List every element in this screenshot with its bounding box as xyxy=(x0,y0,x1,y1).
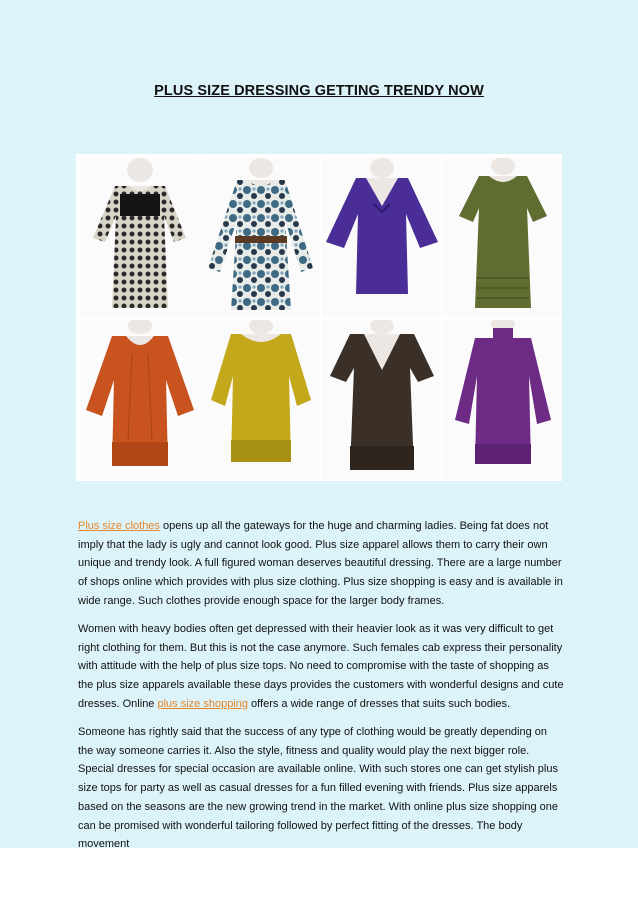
gallery-item-patterned-top xyxy=(80,158,199,318)
gallery-item-brown-top xyxy=(322,320,441,480)
document-title: PLUS SIZE DRESSING GETTING TRENDY NOW xyxy=(154,83,484,99)
gallery-item-orange-top xyxy=(80,320,199,480)
gallery-item-purple-top xyxy=(322,158,441,318)
clothing-photo-grid xyxy=(76,154,562,481)
paragraph-1-text: opens up all the gateways for the huge and charming ladies. Being fat does not imply that the lady is ugly and cannot look good. Plus size apparel allows them to carry their own unique and trendy look. A full figured woman deserves beautiful dressing. There are a large number of shops online which provides with plus size clothing. Plus size shopping is easy and is available in wide range. Such clothes provide enough space for the larger body frames. xyxy=(78,520,563,607)
paragraph-2-text-start: Women with heavy bodies often get depressed with their heavier look as it was very difficult to get right clothing for them. But this is not the case anymore. Such females cab express their personality with attitude with the help of plus size tops. No need to compromise with the taste of shopping as the plus size apparels available these days provides the customers with wonderful designs and cute dresses. Online xyxy=(78,623,564,710)
paragraph-3-text: Someone has rightly said that the success of any type of clothing would be greatly depending on the way someone carries it. Also the style, fitness and quality would play the next bigger role. Special dresses for special occasion are available online. With such stores one can get stylish plus size tops for party as well as casual dresses for a fun filled evening with friends. Plus size apparels based on the seasons are the new growing trend in the market. With online plus size shopping one can be promised with wonderful tailoring followed by perfect fitting of the dresses. The body movement xyxy=(78,726,559,851)
gallery-item-mustard-top xyxy=(201,320,320,480)
paragraph-2 xyxy=(78,620,564,714)
gallery-item-olive-tunic xyxy=(443,158,562,318)
gallery-item-violet-top xyxy=(443,320,562,480)
plus-size-clothes-link[interactable]: Plus size clothes xyxy=(78,520,160,532)
plus-size-shopping-link[interactable]: plus size shopping xyxy=(157,697,248,710)
article-body xyxy=(78,517,564,863)
paragraph-2-text-end: offers a wide range of dresses that suits such bodies. xyxy=(248,697,511,710)
paragraph-3 xyxy=(78,723,564,854)
gallery-item-floral-tunic xyxy=(201,158,320,318)
paragraph-1 xyxy=(78,517,564,611)
